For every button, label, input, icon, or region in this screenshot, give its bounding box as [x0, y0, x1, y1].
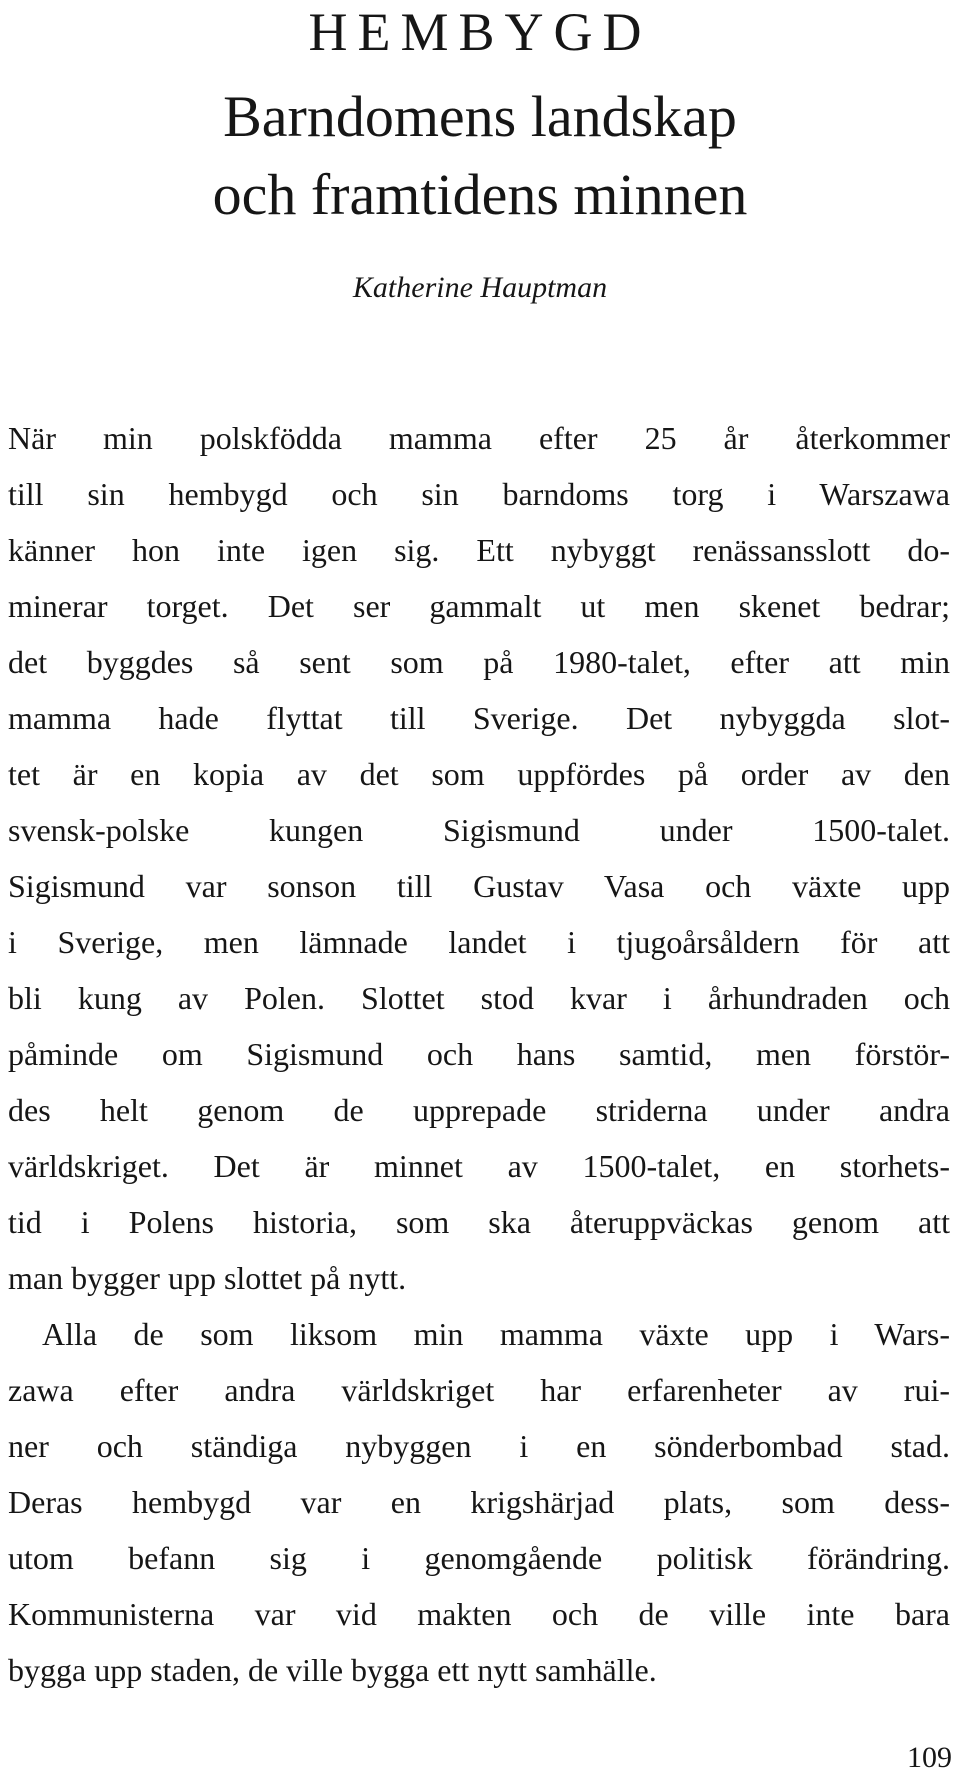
- text-line: minerar torget. Det ser gammalt ut men skenet bedrar;: [8, 588, 950, 624]
- text-line: påminde om Sigismund och hans samtid, men förstör-: [8, 1036, 950, 1072]
- text-line: des helt genom de upprepade striderna under andra: [8, 1092, 950, 1128]
- text-line: ner och ständiga nybyggen i en sönderbombad stad.: [8, 1428, 950, 1464]
- page-number: 109: [907, 1741, 952, 1774]
- text-line: Kommunisterna var vid makten och de ville inte bara: [8, 1596, 950, 1632]
- title-line: och framtidens minnen: [212, 162, 748, 227]
- text-line: bygga upp staden, de ville bygga ett nytt samhälle.: [8, 1652, 657, 1688]
- text-line: Alla de som liksom min mamma växte upp i Wars-: [42, 1316, 950, 1352]
- text-line: det byggdes så sent som på 1980-talet, efter att min: [8, 644, 950, 680]
- text-line: zawa efter andra världskriget har erfarenheter av rui-: [8, 1372, 950, 1408]
- text-line: känner hon inte igen sig. Ett nybyggt renässansslott do-: [8, 532, 950, 568]
- text-line: När min polskfödda mamma efter 25 år återkommer: [8, 420, 950, 456]
- article-title: [0, 78, 960, 234]
- text-line: till sin hembygd och sin barndoms torg i Warszawa: [8, 476, 950, 512]
- text-line: världskriget. Det är minnet av 1500-talet, en storhets-: [8, 1148, 950, 1184]
- paragraph-1: [8, 410, 950, 1306]
- text-line: tid i Polens historia, som ska återuppväckas genom att: [8, 1204, 950, 1240]
- paragraph-2: [8, 1306, 950, 1698]
- text-line: tet är en kopia av det som uppfördes på order av den: [8, 756, 950, 792]
- text-line: Deras hembygd var en krigshärjad plats, som dess-: [8, 1484, 950, 1520]
- text-line: utom befann sig i genomgående politisk förändring.: [8, 1540, 950, 1576]
- section-kicker: HEMBYGD: [308, 2, 652, 62]
- title-line: Barndomens landskap: [223, 84, 737, 149]
- text-line: Sigismund var sonson till Gustav Vasa och växte upp: [8, 868, 950, 904]
- author-byline: Katherine Hauptman: [352, 271, 608, 304]
- text-line: man bygger upp slottet på nytt.: [8, 1260, 407, 1296]
- text-line: bli kung av Polen. Slottet stod kvar i århundraden och: [8, 980, 950, 1016]
- text-line: i Sverige, men lämnade landet i tjugoårsåldern för att: [8, 924, 950, 960]
- text-line: mamma hade flyttat till Sverige. Det nybyggda slot-: [8, 700, 950, 736]
- text-line: svensk-polske kungen Sigismund under 1500-talet.: [8, 812, 950, 848]
- body-text: [8, 410, 950, 1698]
